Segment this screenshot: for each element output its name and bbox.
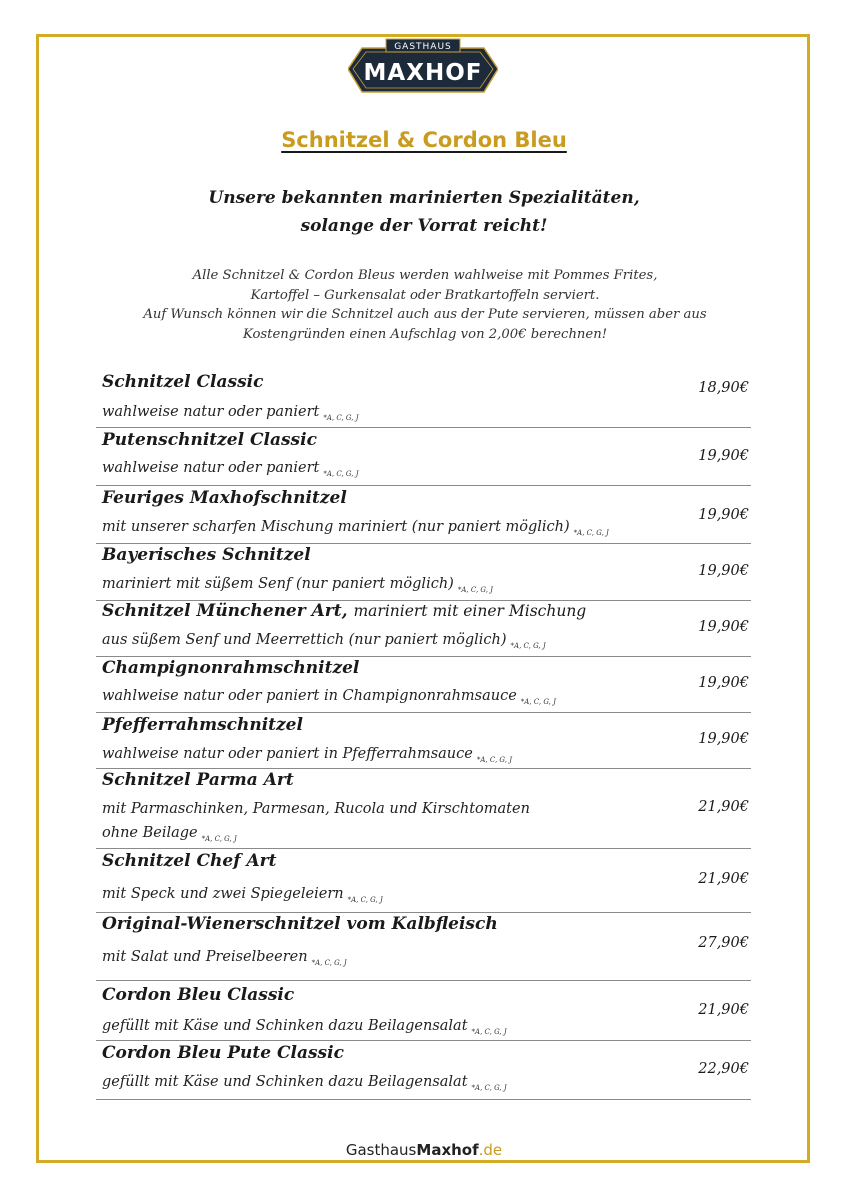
- item-name: Pfefferrahmschnitzel: [102, 715, 303, 735]
- intro-text: [60, 266, 790, 344]
- item-description: wahlweise natur oder paniert in Champignonrahmsauce $_{*A, C, G, J}$: [102, 688, 556, 706]
- item-description: mit unserer scharfen Mischung mariniert (nur paniert möglich) $_{*A, C, G, J}$: [102, 519, 609, 537]
- item-description: ohne Beilage $_{*A, C, G, J}$: [102, 825, 237, 843]
- menu-item: [96, 372, 751, 428]
- item-price: 19,90€: [698, 619, 749, 635]
- menu-item: [96, 544, 751, 601]
- subtitle-line: solange der Vorrat reicht!: [300, 216, 548, 236]
- item-name: Schnitzel Münchener Art, mariniert mit einer Mischung: [102, 601, 587, 621]
- item-price: 27,90€: [698, 935, 749, 951]
- menu-item: [96, 913, 751, 981]
- menu-item: [96, 849, 751, 913]
- allergens: *A, C, G, J: [457, 586, 493, 594]
- allergens: *A, C, G, J: [573, 529, 609, 537]
- item-name: Cordon Bleu Classic: [102, 985, 295, 1005]
- item-description: mariniert mit süßem Senf (nur paniert möglich) $_{*A, C, G, J}$: [102, 576, 493, 594]
- item-description: mit Speck und zwei Spiegeleiern $_{*A, C, G, J}$: [102, 886, 383, 904]
- subtitle-line: Unsere bekannten marinierten Spezialitäten,: [208, 188, 640, 208]
- allergens: *A, C, G, J: [510, 642, 546, 650]
- allergens: *A, C, G, J: [520, 698, 556, 706]
- allergens: *A, C, G, J: [347, 896, 383, 904]
- menu-item: [96, 657, 751, 713]
- item-description: wahlweise natur oder paniert in Pfefferrahmsauce $_{*A, C, G, J}$: [102, 746, 513, 764]
- allergens: *A, C, G, J: [471, 1028, 507, 1036]
- item-description: gefüllt mit Käse und Schinken dazu Beilagensalat $_{*A, C, G, J}$: [102, 1074, 507, 1092]
- item-description: gefüllt mit Käse und Schinken dazu Beilagensalat $_{*A, C, G, J}$: [102, 1018, 507, 1036]
- item-price: 19,90€: [698, 507, 749, 523]
- menu-item: [96, 769, 751, 849]
- menu-item: [96, 601, 751, 657]
- menu-item: [96, 713, 751, 769]
- intro-line: Kostengründen einen Aufschlag von 2,00€ berechnen!: [242, 326, 608, 342]
- item-name: Original-Wienerschnitzel vom Kalbfleisch: [102, 914, 498, 934]
- item-description: aus süßem Senf und Meerrettich (nur paniert möglich) $_{*A, C, G, J}$: [102, 632, 546, 650]
- item-price: 19,90€: [698, 563, 749, 579]
- item-name: Champignonrahmschnitzel: [102, 658, 360, 678]
- item-description: mit Salat und Preiselbeeren $_{*A, C, G, J}$: [102, 949, 347, 967]
- item-name: Schnitzel Chef Art: [102, 851, 277, 871]
- item-price: 21,90€: [698, 1002, 749, 1018]
- item-price: 19,90€: [698, 675, 749, 691]
- item-price: 18,90€: [698, 380, 749, 396]
- menu-item: [96, 981, 751, 1041]
- item-description: wahlweise natur oder paniert $_{*A, C, G, J}$: [102, 460, 359, 478]
- menu-item: [96, 428, 751, 486]
- logo-top-text: GASTHAUS: [394, 42, 452, 52]
- website-footer: GasthausMaxhof.de: [345, 1141, 503, 1159]
- allergens: *A, C, G, J: [311, 959, 347, 967]
- page-title: Schnitzel & Cordon Bleu: [281, 128, 567, 152]
- item-name: Putenschnitzel Classic: [102, 430, 317, 450]
- maxhof-logo: [348, 38, 498, 94]
- item-price: 21,90€: [698, 799, 749, 815]
- item-name: Schnitzel Classic: [102, 372, 264, 392]
- allergens: *A, C, G, J: [201, 835, 237, 843]
- subtitle: [0, 184, 848, 240]
- item-price: 19,90€: [698, 731, 749, 747]
- item-name: Cordon Bleu Pute Classic: [102, 1043, 344, 1063]
- item-name-suffix: mariniert mit einer Mischung: [353, 602, 587, 620]
- logo-main-text: MAXHOF: [363, 60, 483, 86]
- allergens: *A, C, G, J: [476, 756, 513, 764]
- menu-item: [96, 486, 751, 544]
- item-price: 22,90€: [698, 1061, 749, 1077]
- item-name: Schnitzel Parma Art: [102, 770, 294, 790]
- intro-line: Auf Wunsch können wir die Schnitzel auch aus der Pute servieren, müssen aber aus: [143, 307, 707, 322]
- item-name: Feuriges Maxhofschnitzel: [102, 488, 347, 508]
- menu-item: [96, 1041, 751, 1100]
- allergens: *A, C, G, J: [471, 1084, 507, 1092]
- item-description: mit Parmaschinken, Parmesan, Rucola und Kirschtomaten: [102, 801, 530, 817]
- intro-line: Kartoffel – Gurkensalat oder Bratkartoffeln serviert.: [250, 287, 600, 303]
- item-description: wahlweise natur oder paniert $_{*A, C, G, J}$: [102, 404, 359, 422]
- item-price: 19,90€: [698, 448, 749, 464]
- allergens: *A, C, G, J: [323, 414, 359, 422]
- allergens: *A, C, G, J: [323, 470, 359, 478]
- item-price: 21,90€: [698, 871, 749, 887]
- intro-line: Alle Schnitzel & Cordon Bleus werden wahlweise mit Pommes Frites,: [192, 268, 658, 283]
- item-name: Bayerisches Schnitzel: [102, 545, 311, 565]
